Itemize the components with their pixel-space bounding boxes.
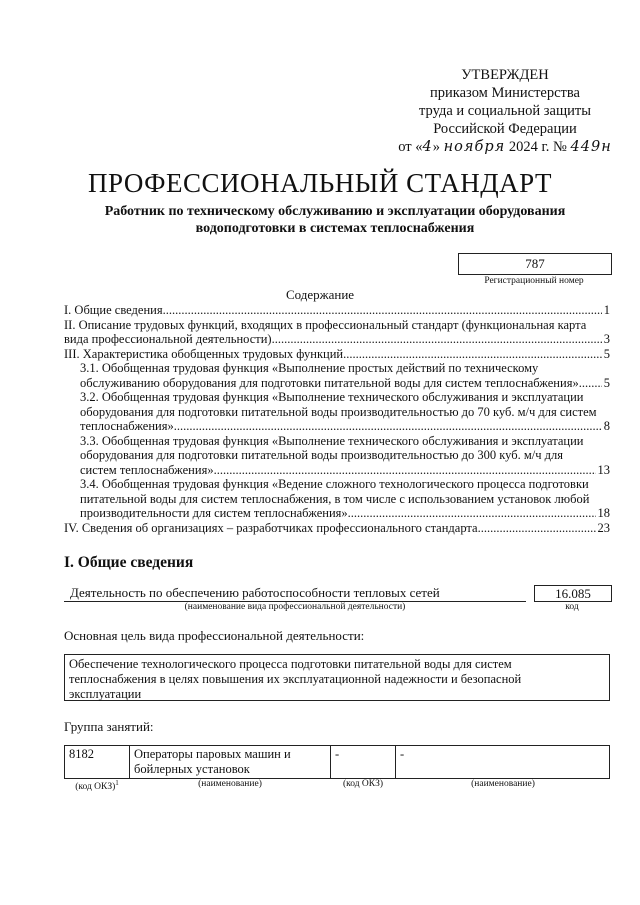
table-of-contents [64,303,610,535]
footnote-marker: 1 [115,779,119,787]
approval-title: УТВЕРЖДЕН [461,67,549,83]
table-row [65,746,610,779]
toc-item-3-4[interactable]: 3.4. Обобщенная трудовая функция «Ведение сложного технологического процесса подготовки питательной воды для систем теплоснабжения, в том числе с использованием установок любой производительности для систем теплоснабжения» ..... 18 [64,477,610,521]
approval-block [380,66,630,156]
approval-line-federation: Российской Федерации [433,121,577,137]
toc-item-iv[interactable]: IV. Сведения об организациях – разработчиках профессионального стандарта ..... 23 [64,521,610,536]
okz-code-cell: 8182 [65,746,130,779]
approval-day: 4 [422,139,433,155]
occupation-name-cell: Операторы паровых машин и бойлерных установок [130,746,331,779]
approval-date-line: от «4» ноября 2024 г. № 449н [398,139,612,155]
section-heading: I. Общие сведения [64,554,194,571]
occupation-name-cell-2: - [396,746,610,779]
okz-code-caption-2: (код ОКЗ) [342,779,384,789]
approval-line-labor: труда и социальной защиты [419,103,591,119]
okz-code-caption: (код ОКЗ)$^1$ [75,779,119,793]
approval-line-ministry: приказом Министерства [430,85,580,101]
registration-number-label: Регистрационный номер [484,276,584,286]
occupation-name-caption-2: (наименование) [471,779,535,789]
occupation-group-label: Группа занятий: [64,719,154,734]
approval-month: ноября [443,139,506,155]
goal-label: Основная цель вида профессиональной деятельности: [64,628,365,643]
activity-code-box: 16.085 [534,585,612,602]
occupation-group-table [64,745,610,779]
toc-heading: Содержание [285,287,355,302]
activity-name-field: Деятельность по обеспечению работоспособности тепловых сетей [64,585,526,602]
activity-name-caption: (наименование вида профессиональной деятельности) [184,602,406,612]
document-subtitle: Работник по техническому обслуживанию и эксплуатации оборудования водоподготовки в системах теплоснабжения [104,204,566,236]
okz-code-cell-2: - [331,746,396,779]
toc-item-iii[interactable]: III. Характеристика обобщенных трудовых функций ..... 5 [64,347,610,362]
document-title: ПРОФЕССИОНАЛЬНЫЙ СТАНДАРТ [87,168,553,198]
toc-item-3-1[interactable]: 3.1. Обобщенная трудовая функция «Выполнение простых действий по техническому обслуживанию оборудования для подготовки питательной воды для систем теплоснабжения» ..... 5 [64,361,610,390]
goal-text-box: Обеспечение технологического процесса подготовки питательной воды для систем теплоснабжения в целях повышения их эксплуатационной надежности и безопасной эксплуатации [64,654,610,701]
order-number: 449н [570,139,612,155]
activity-code-caption: код [565,602,579,612]
toc-item-3-3[interactable]: 3.3. Обобщенная трудовая функция «Выполнение технического обслуживания и эксплуатации оборудования для подготовки питательной воды производительностью до 300 куб. м/ч для систем теплоснабжения» ..... 13 [64,434,610,478]
registration-number-box: 787 [458,253,612,275]
occupation-name-caption: (наименование) [198,779,262,789]
toc-item-i[interactable]: I. Общие сведения ..... 1 [64,303,610,318]
toc-item-3-2[interactable]: 3.2. Обобщенная трудовая функция «Выполнение технического обслуживания и эксплуатации оборудования для подготовки питательной воды производительностью до 70 куб. м/ч для систем теплоснабжения» ..... 8 [64,390,610,434]
toc-item-ii[interactable]: II. Описание трудовых функций, входящих в профессиональный стандарт (функциональная карта вида профессиональной деятельности) ..... 3 [64,318,610,347]
